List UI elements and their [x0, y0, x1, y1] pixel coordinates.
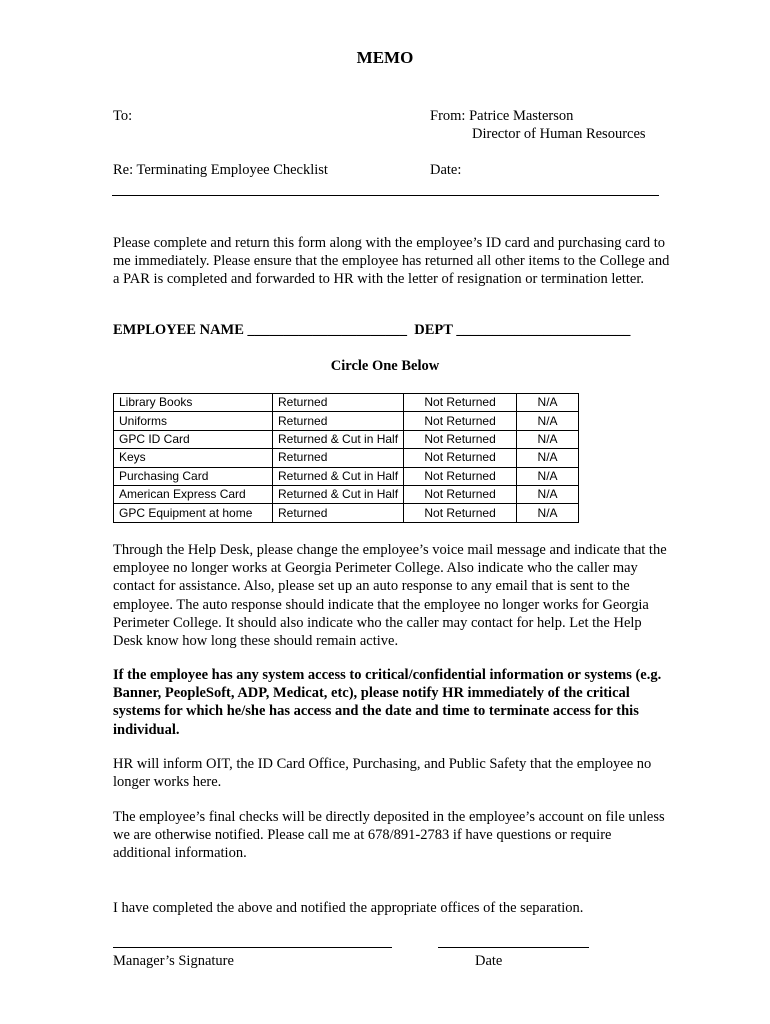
not-returned-option[interactable]: Not Returned — [404, 394, 517, 412]
signature-date-label: Date — [475, 953, 503, 969]
dept-blank: ________________________ — [456, 322, 631, 338]
table-row — [114, 467, 579, 485]
returned-option[interactable]: Returned & Cut in Half — [273, 430, 404, 448]
returned-option[interactable]: Returned — [273, 504, 404, 522]
na-option[interactable]: N/A — [517, 430, 579, 448]
checklist-table — [113, 393, 579, 523]
item-cell: Keys — [114, 449, 273, 467]
table-row — [114, 412, 579, 430]
na-option[interactable]: N/A — [517, 504, 579, 522]
item-cell: Library Books — [114, 394, 273, 412]
not-returned-option[interactable]: Not Returned — [404, 467, 517, 485]
not-returned-option[interactable]: Not Returned — [404, 485, 517, 503]
returned-option[interactable]: Returned — [273, 394, 404, 412]
na-option[interactable]: N/A — [517, 485, 579, 503]
helpdesk-paragraph: Through the Help Desk, please change the employee’s voice mail message and indicate that the employee no longer works at Georgia Perimeter College. Also indicate who the caller may contact for assistance. Also, please set up an auto response to any email that is sent to the employee. The auto response should indicate that the employee no longer works for Georgia Perimeter College. It should also indicate who the caller may contact for help. Let the Help Desk know how long these should remain active. — [113, 542, 667, 650]
not-returned-option[interactable]: Not Returned — [404, 504, 517, 522]
system-access-paragraph: If the employee has any system access to critical/confidential information or systems (e.g. Banner, PeopleSoft, ADP, Medicat, etc), please notify HR immediately of the critical systems for which he/she has access and the date and time to terminate access for this individual. — [113, 667, 662, 738]
not-returned-option[interactable]: Not Returned — [404, 412, 517, 430]
from-line: From: Patrice Masterson — [430, 108, 574, 124]
returned-option[interactable]: Returned & Cut in Half — [273, 485, 404, 503]
returned-option[interactable]: Returned — [273, 412, 404, 430]
dept-label: DEPT — [414, 322, 453, 338]
re-line: Re: Terminating Employee Checklist — [113, 162, 328, 178]
employee-name-label: EMPLOYEE NAME — [113, 322, 244, 338]
intro-paragraph: Please complete and return this form along with the employee’s ID card and purchasing card to me immediately. Please ensure that the employee has returned all other items to the College and a PAR is completed and forwarded to HR with the letter of resignation or termination letter. — [113, 235, 670, 288]
item-cell: GPC Equipment at home — [114, 504, 273, 522]
item-cell: GPC ID Card — [114, 430, 273, 448]
table-row — [114, 394, 579, 412]
table-row — [114, 504, 579, 522]
to-label: To: — [113, 108, 133, 124]
item-cell: Purchasing Card — [114, 467, 273, 485]
table-row — [114, 485, 579, 503]
table-row — [114, 430, 579, 448]
na-option[interactable]: N/A — [517, 394, 579, 412]
na-option[interactable]: N/A — [517, 412, 579, 430]
returned-option[interactable]: Returned & Cut in Half — [273, 467, 404, 485]
from-title: Director of Human Resources — [472, 126, 646, 142]
table-row — [114, 449, 579, 467]
manager-signature-label: Manager’s Signature — [113, 953, 234, 969]
item-cell: American Express Card — [114, 485, 273, 503]
not-returned-option[interactable]: Not Returned — [404, 430, 517, 448]
memo-title: MEMO — [356, 48, 414, 67]
employee-name-blank: ______________________ — [247, 322, 408, 338]
header-divider — [112, 195, 659, 196]
na-option[interactable]: N/A — [517, 467, 579, 485]
final-checks-paragraph: The employee’s final checks will be directly deposited in the employee’s account on file unless we are otherwise notified. Please call me at 678/891-2783 if have questions or require additional information. — [113, 809, 665, 862]
date-line — [438, 947, 589, 948]
signature-line — [113, 947, 392, 948]
completion-statement: I have completed the above and notified the appropriate offices of the separation. — [113, 900, 584, 916]
not-returned-option[interactable]: Not Returned — [404, 449, 517, 467]
returned-option[interactable]: Returned — [273, 449, 404, 467]
circle-note: Circle One Below — [330, 358, 440, 374]
hr-notice-paragraph: HR will inform OIT, the ID Card Office, Purchasing, and Public Safety that the employee no longer works here. — [113, 756, 652, 791]
na-option[interactable]: N/A — [517, 449, 579, 467]
employee-line — [113, 322, 630, 339]
date-label: Date: — [430, 162, 462, 178]
item-cell: Uniforms — [114, 412, 273, 430]
